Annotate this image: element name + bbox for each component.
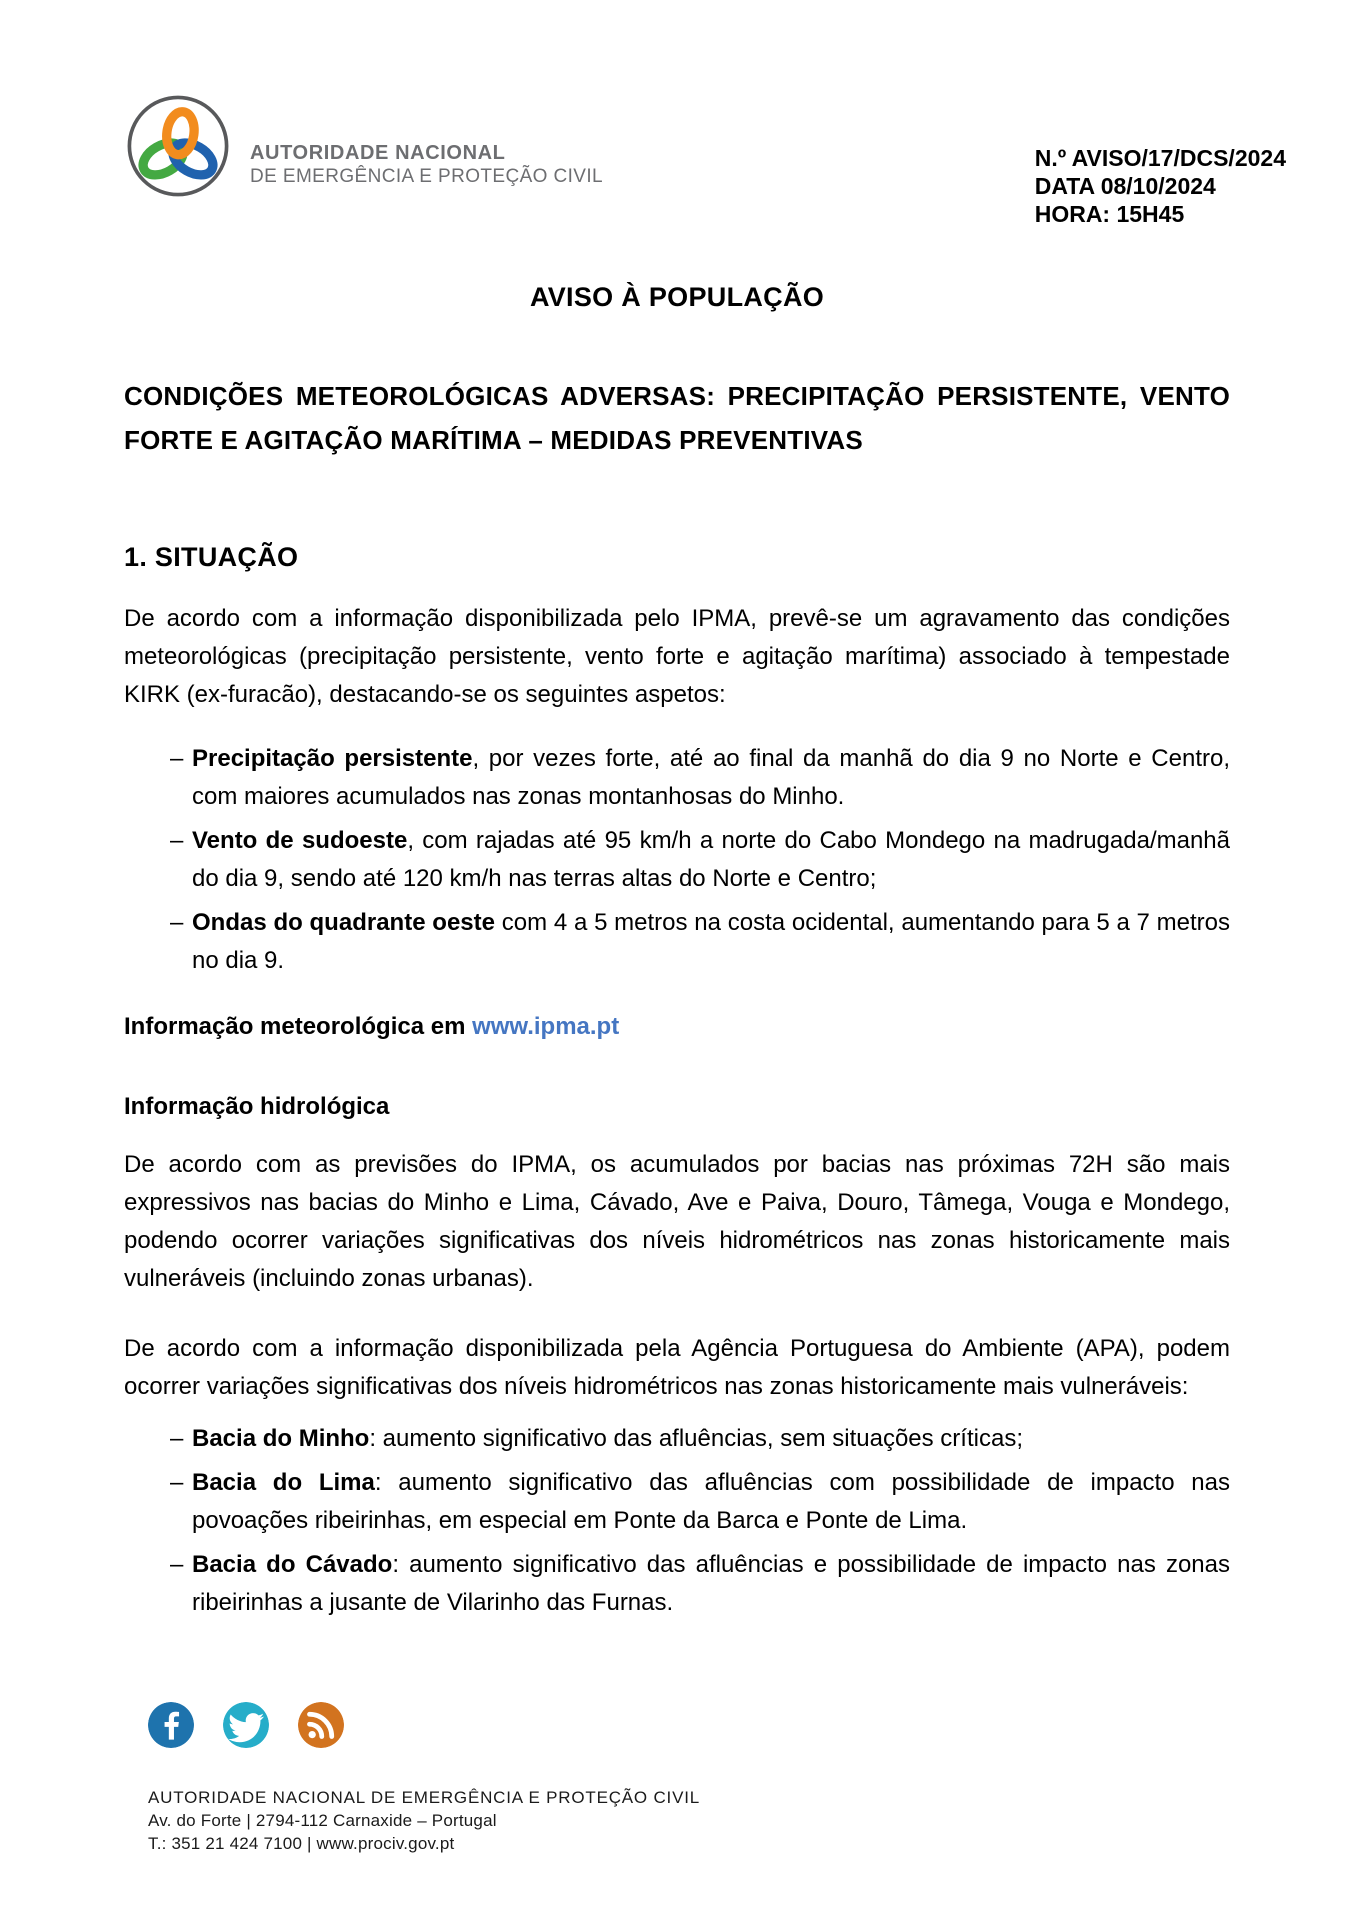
- weather-bullet-list: [124, 740, 1230, 980]
- agency-name: [250, 141, 603, 188]
- list-item: [124, 822, 1230, 898]
- agency-name-line1: AUTORIDADE NACIONAL: [250, 142, 506, 164]
- footer-contact-block: [148, 1786, 700, 1855]
- rss-icon[interactable]: [298, 1702, 344, 1748]
- bullet-text: : aumento significativo das afluências com possibilidade de impacto nas povoações ribeirinhas, em especial em Ponte da Barca e Ponte de Lima.: [192, 1469, 1230, 1534]
- page-subtitle: CONDIÇÕES METEOROLÓGICAS ADVERSAS: PRECIPITAÇÃO PERSISTENTE, VENTO FORTE E AGITAÇÃO MARÍTIMA – MEDIDAS PREVENTIVAS: [124, 381, 1230, 455]
- document-footer: [148, 1702, 700, 1855]
- footer-address: Av. do Forte | 2794-112 Carnaxide – Portugal: [148, 1811, 497, 1830]
- anepc-logo-icon: [124, 92, 232, 200]
- dash-marker: –: [170, 745, 184, 772]
- situation-paragraph: De acordo com a informação disponibilizada pelo IPMA, prevê-se um agravamento das condições meteorológicas (precipitação persistente, vento forte e agitação marítima) associado à tempestade KIRK (ex-furacão), destacando-se os seguintes aspetos:: [124, 605, 1230, 708]
- notice-number: N.º AVISO/17/DCS/2024: [1034, 145, 1286, 171]
- agency-name-line2: DE EMERGÊNCIA E PROTEÇÃO CIVIL: [250, 166, 604, 187]
- bullet-text: : aumento significativo das afluências e possibilidade de impacto nas zonas ribeirinhas a jusante de Vilarinho das Furnas.: [192, 1551, 1230, 1616]
- hydro-heading: Informação hidrológica: [124, 1093, 390, 1120]
- twitter-icon[interactable]: [223, 1702, 269, 1748]
- bullet-lead: Bacia do Lima: [192, 1469, 375, 1496]
- footer-org-name: AUTORIDADE NACIONAL DE EMERGÊNCIA E PROTEÇÃO CIVIL: [148, 1788, 700, 1807]
- dash-marker: –: [170, 1425, 184, 1452]
- notice-date: DATA 08/10/2024: [1034, 173, 1216, 199]
- hydro-paragraph-apa: De acordo com a informação disponibilizada pela Agência Portuguesa do Ambiente (APA), podem ocorrer variações significativas dos níveis hidrométricos nas zonas historicamente mais vulneráveis:: [124, 1335, 1230, 1400]
- notice-time: HORA: 15H45: [1034, 201, 1185, 227]
- bullet-lead: Precipitação persistente: [192, 745, 473, 772]
- list-item: [124, 1546, 1230, 1622]
- dash-marker: –: [170, 827, 184, 854]
- bullet-lead: Bacia do Minho: [192, 1425, 370, 1452]
- dash-marker: –: [170, 909, 184, 936]
- facebook-icon[interactable]: [148, 1702, 194, 1748]
- bullet-lead: Vento de sudoeste: [192, 827, 408, 854]
- bullet-text: , por vezes forte, até ao final da manhã do dia 9 no Norte e Centro, com maiores acumulados nas zonas montanhosas do Minho.: [192, 745, 1231, 810]
- section-heading-situacao: 1. SITUAÇÃO: [124, 542, 299, 572]
- meteo-info-label: Informação meteorológica em: [124, 1013, 473, 1040]
- dash-marker: –: [170, 1469, 184, 1496]
- bullet-text: com 4 a 5 metros na costa ocidental, aumentando para 5 a 7 metros no dia 9.: [192, 909, 1231, 974]
- footer-phone-website: T.: 351 21 424 7100 | www.prociv.gov.pt: [148, 1834, 455, 1853]
- notice-reference-block: [1035, 144, 1286, 228]
- list-item: [124, 904, 1230, 980]
- basin-bullet-list: [124, 1420, 1230, 1622]
- hydro-paragraph-ipma: De acordo com as previsões do IPMA, os acumulados por bacias nas próximas 72H são mais expressivos nas bacias do Minho e Lima, Cávado, Ave e Paiva, Douro, Tâmega, Vouga e Mondego, podendo ocorrer variações significativas dos níveis hidrométricos nas zonas historicamente mais vulneráveis (incluindo zonas urbanas).: [124, 1151, 1230, 1292]
- bullet-text: , com rajadas até 95 km/h a norte do Cabo Mondego na madrugada/manhã do dia 9, sendo até 120 km/h nas terras altas do Norte e Centro;: [192, 827, 1230, 892]
- social-links-row: [148, 1702, 700, 1748]
- list-item: [124, 1420, 1230, 1458]
- page-title: AVISO À POPULAÇÃO: [529, 282, 825, 312]
- ipma-link[interactable]: www.ipma.pt: [472, 1013, 620, 1040]
- list-item: [124, 740, 1230, 816]
- bullet-text: : aumento significativo das afluências, sem situações críticas;: [369, 1425, 1023, 1452]
- bullet-lead: Bacia do Cávado: [192, 1551, 393, 1578]
- dash-marker: –: [170, 1551, 184, 1578]
- meteo-info-line: [124, 1008, 1230, 1046]
- document-header: [124, 92, 1286, 227]
- list-item: [124, 1464, 1230, 1540]
- bullet-lead: Ondas do quadrante oeste: [192, 909, 495, 936]
